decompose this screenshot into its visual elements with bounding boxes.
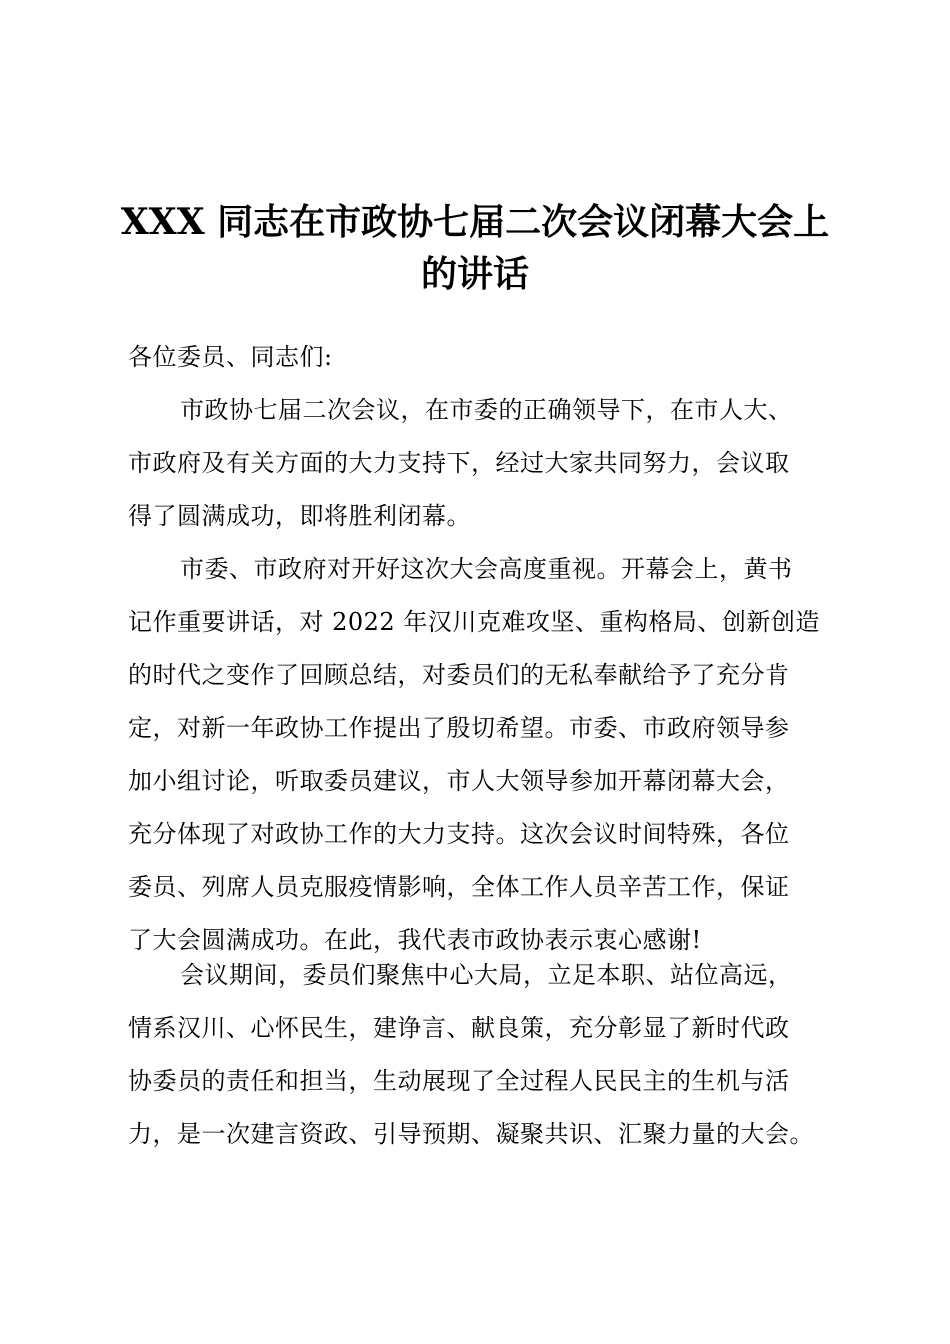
document-title-line-1: XXX 同志在市政协七届二次会议闭幕大会上 [120,201,830,243]
paragraph-line: 协委员的责任和担当，生动展现了全过程人民民主的生机与活 [128,1067,790,1095]
paragraph-line: 市政府及有关方面的大力支持下，经过大家共同努力，会议取 [128,449,790,477]
paragraph-line: 记作重要讲话，对 2022 年汉川克难攻坚、重构格局、创新创造 [128,608,820,636]
paragraph-line: 情系汉川、心怀民生，建诤言、献良策，充分彰显了新时代政 [128,1014,790,1042]
paragraph-line: 加小组讨论，听取委员建议，市人大领导参加开幕闭幕大会， [128,767,790,795]
paragraph-line: 委员、列席人员克服疫情影响，全体工作人员辛苦工作，保证 [128,873,790,901]
paragraph-line: 力，是一次建言资政、引导预期、凝聚共识、汇聚力量的大会。 [128,1120,814,1148]
paragraph-line: 的时代之变作了回顾总结，对委员们的无私奉献给予了充分肯 [128,661,790,689]
paragraph-line: 会议期间，委员们聚焦中心大局，立足本职、站位高远， [180,961,793,989]
salutation: 各位委员、同志们: [128,343,333,371]
paragraph-line: 了大会圆满成功。在此，我代表市政协表示衷心感谢! [128,926,702,954]
document-title-line-2: 的讲话 [420,253,529,295]
paragraph-line: 定，对新一年政协工作提出了殷切希望。市委、市政府领导参 [128,714,790,742]
paragraph-line: 充分体现了对政协工作的大力支持。这次会议时间特殊，各位 [128,820,790,848]
paragraph-line: 得了圆满成功，即将胜利闭幕。 [128,502,471,530]
paragraph-2 [128,543,838,967]
paragraph-1 [128,384,838,543]
paragraph-line: 市委、市政府对开好这次大会高度重视。开幕会上，黄书 [180,555,793,583]
paragraph-line: 市政协七届二次会议，在市委的正确领导下，在市人大、 [180,396,793,424]
paragraph-3 [128,949,838,1161]
